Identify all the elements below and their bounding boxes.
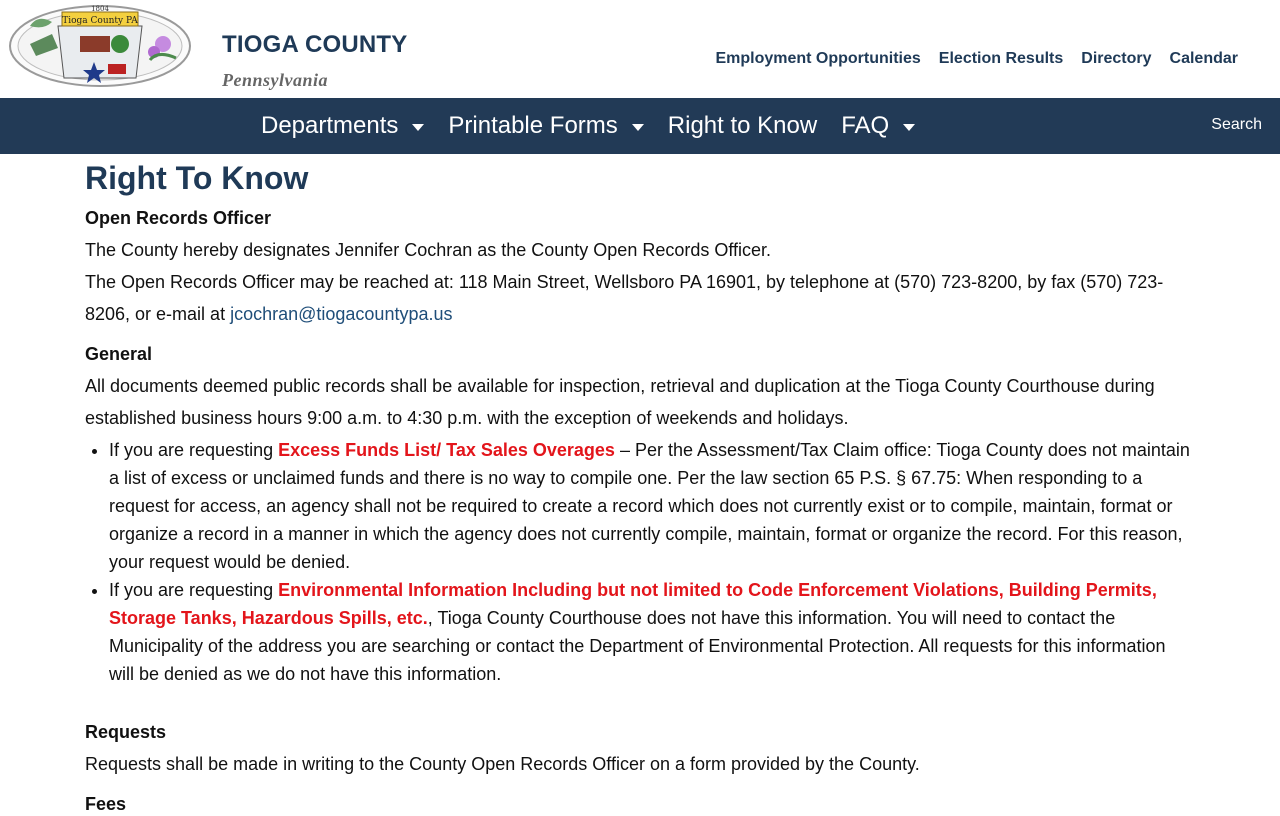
nav-item-label: FAQ xyxy=(841,112,890,139)
requests-text: Requests shall be made in writing to the County Open Records Officer on a form provided by the County. xyxy=(85,754,920,774)
chevron-down-icon xyxy=(412,124,424,131)
seal-banner: Tioga County PA xyxy=(62,16,138,26)
util-link-directory[interactable]: Directory xyxy=(1081,50,1152,67)
main-content xyxy=(0,158,1280,816)
chevron-down-icon xyxy=(632,124,644,131)
site-subtitle: Pennsylvania xyxy=(222,70,329,90)
page-title: Right To Know xyxy=(85,160,309,196)
site-name[interactable]: TIOGA COUNTY xyxy=(222,31,408,58)
general-heading: General xyxy=(85,344,153,364)
fees-heading: Fees xyxy=(85,794,127,814)
bullet-lead: If you are requesting xyxy=(109,580,279,600)
nav-item-label: Printable Forms xyxy=(448,112,618,139)
util-link-election-results[interactable]: Election Results xyxy=(938,50,1064,67)
search-link[interactable]: Search xyxy=(1211,116,1262,133)
bullet-highlight: Environmental Information Including but not limited to Code Enforcement Violations, Building Permits, Storage Tanks, Hazardous Spills, etc. xyxy=(109,580,1157,628)
main-nav-list xyxy=(261,98,939,154)
seal-year: 1804 xyxy=(91,5,109,13)
nav-item-label: Departments xyxy=(261,112,399,139)
requests-heading: Requests xyxy=(85,722,167,742)
nav-item-departments[interactable] xyxy=(261,112,424,140)
county-seal-icon[interactable] xyxy=(8,4,192,88)
general-text: All documents deemed public records shall be available for inspection, retrieval and duplication at the Tioga County Courthouse during established business hours 9:00 a.m. to 4:30 p.m. with the exception of weekends and holidays. xyxy=(85,376,1155,428)
contact-email-link[interactable]: jcochran@tiogacountypa.us xyxy=(230,304,453,324)
bullet-highlight: Excess Funds List/ Tax Sales Overages xyxy=(278,440,615,460)
spacer xyxy=(85,688,1195,708)
bullet-rest: – Per the Assessment/Tax Claim office: Tioga County does not maintain a list of excess or unclaimed funds and there is no way to compile one. Per the law section 65 P.S. § 67.75: When responding to a request for access, an agency shall not be required to create a record which does not currently exist or to compile, maintain, format or organize a record in a manner in which the agency does not currently compile, maintain, format or organize the record. For this reason, your request would be denied. xyxy=(109,440,1190,572)
util-link-calendar[interactable]: Calendar xyxy=(1169,50,1238,67)
list-item xyxy=(109,576,1195,688)
officer-text: The County hereby designates Jennifer Cochran as the County Open Records Officer. xyxy=(85,240,772,260)
nav-item-right-to-know[interactable] xyxy=(668,112,817,140)
site-header xyxy=(0,0,1280,98)
util-link-employment[interactable]: Employment Opportunities xyxy=(715,50,921,67)
utility-nav xyxy=(715,50,1238,68)
nav-item-printable-forms[interactable] xyxy=(448,112,643,140)
contact-text: The Open Records Officer may be reached at: 118 Main Street, Wellsboro PA 16901, by telephone at (570) 723-8200, by fax (570) 723-8206, or e-mail at xyxy=(85,272,1164,324)
officer-heading: Open Records Officer xyxy=(85,208,272,228)
contact-paragraph xyxy=(85,266,1195,330)
list-item xyxy=(109,436,1195,576)
general-bullet-list xyxy=(85,436,1195,688)
nav-item-faq[interactable] xyxy=(841,112,915,140)
bullet-lead: If you are requesting xyxy=(109,440,279,460)
nav-item-label: Right to Know xyxy=(667,112,818,139)
main-nav xyxy=(0,98,1280,154)
chevron-down-icon xyxy=(903,124,915,131)
bullet-rest: , Tioga County Courthouse does not have this information. You will need to contact the Municipality of the address you are searching or contact the Department of Environmental Protection. All requests for this information will be denied as we do not have this information. xyxy=(109,608,1166,684)
